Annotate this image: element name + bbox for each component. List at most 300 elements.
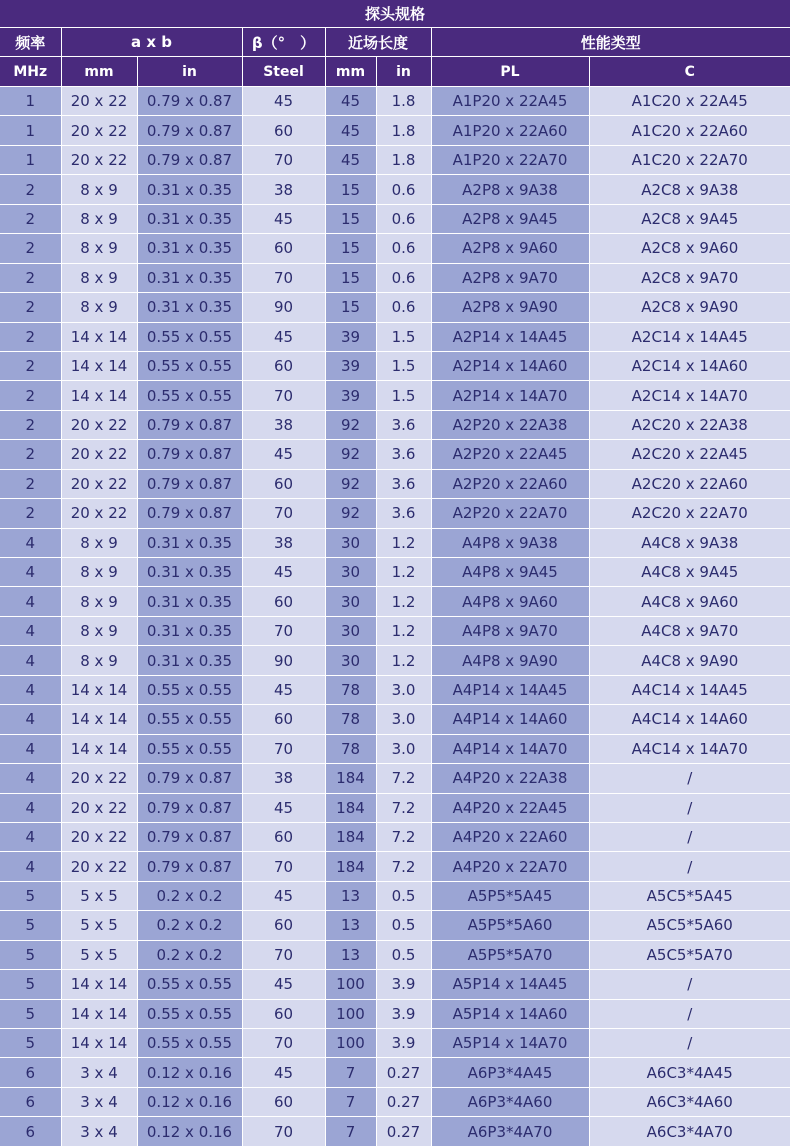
cell-type-pl: A1P20 x 22A45 (431, 87, 589, 116)
cell-near-in: 3.9 (376, 970, 431, 999)
cell-freq: 2 (0, 234, 61, 263)
cell-beta: 70 (242, 263, 325, 292)
table-row (0, 646, 790, 675)
table-row (0, 558, 790, 587)
cell-size-mm: 20 x 22 (61, 499, 137, 528)
cell-freq: 4 (0, 616, 61, 645)
cell-beta: 60 (242, 587, 325, 616)
unit-header-c: C (589, 57, 790, 87)
cell-freq: 6 (0, 1058, 61, 1087)
cell-size-in: 0.55 x 0.55 (137, 675, 242, 704)
cell-near-in: 7.2 (376, 852, 431, 881)
cell-type-pl: A2P20 x 22A45 (431, 440, 589, 469)
cell-near-in: 0.5 (376, 940, 431, 969)
cell-freq: 4 (0, 822, 61, 851)
cell-size-in: 0.55 x 0.55 (137, 970, 242, 999)
cell-type-pl: A2P8 x 9A90 (431, 293, 589, 322)
cell-freq: 6 (0, 1087, 61, 1116)
cell-type-c: A2C8 x 9A38 (589, 175, 790, 204)
cell-beta: 45 (242, 322, 325, 351)
cell-size-mm: 20 x 22 (61, 852, 137, 881)
cell-beta: 60 (242, 351, 325, 380)
cell-near-in: 1.2 (376, 616, 431, 645)
cell-type-c: / (589, 822, 790, 851)
cell-near-mm: 30 (325, 587, 376, 616)
cell-type-pl: A4P8 x 9A90 (431, 646, 589, 675)
cell-near-in: 3.6 (376, 469, 431, 498)
header-frequency: 频率 (0, 28, 61, 57)
cell-beta: 60 (242, 469, 325, 498)
cell-near-in: 0.6 (376, 234, 431, 263)
cell-size-in: 0.31 x 0.35 (137, 528, 242, 557)
cell-size-mm: 20 x 22 (61, 469, 137, 498)
table-row (0, 999, 790, 1028)
cell-near-mm: 15 (325, 204, 376, 233)
cell-near-mm: 100 (325, 970, 376, 999)
cell-freq: 2 (0, 322, 61, 351)
table-row (0, 764, 790, 793)
cell-near-in: 0.6 (376, 204, 431, 233)
cell-freq: 5 (0, 999, 61, 1028)
cell-freq: 6 (0, 1117, 61, 1146)
cell-near-mm: 7 (325, 1058, 376, 1087)
cell-beta: 38 (242, 410, 325, 439)
cell-type-pl: A4P20 x 22A70 (431, 852, 589, 881)
cell-near-mm: 184 (325, 852, 376, 881)
cell-size-in: 0.31 x 0.35 (137, 558, 242, 587)
cell-type-pl: A2P14 x 14A60 (431, 351, 589, 380)
cell-beta: 60 (242, 116, 325, 145)
cell-beta: 45 (242, 204, 325, 233)
cell-near-mm: 15 (325, 175, 376, 204)
cell-beta: 38 (242, 528, 325, 557)
cell-near-mm: 45 (325, 116, 376, 145)
cell-size-mm: 20 x 22 (61, 822, 137, 851)
cell-type-c: / (589, 970, 790, 999)
cell-near-in: 1.2 (376, 528, 431, 557)
cell-type-pl: A2P8 x 9A60 (431, 234, 589, 263)
table-row (0, 528, 790, 557)
cell-type-c: / (589, 852, 790, 881)
cell-type-pl: A4P8 x 9A45 (431, 558, 589, 587)
cell-freq: 2 (0, 410, 61, 439)
cell-beta: 60 (242, 705, 325, 734)
cell-type-c: A2C20 x 22A45 (589, 440, 790, 469)
cell-type-c: A2C20 x 22A38 (589, 410, 790, 439)
cell-freq: 1 (0, 87, 61, 116)
cell-type-c: A4C8 x 9A90 (589, 646, 790, 675)
cell-beta: 70 (242, 734, 325, 763)
cell-size-in: 0.79 x 0.87 (137, 145, 242, 174)
cell-near-in: 0.5 (376, 881, 431, 910)
cell-near-in: 1.5 (376, 322, 431, 351)
cell-near-mm: 184 (325, 793, 376, 822)
unit-header-near-mm: mm (325, 57, 376, 87)
cell-beta: 38 (242, 175, 325, 204)
cell-freq: 2 (0, 499, 61, 528)
cell-near-mm: 13 (325, 881, 376, 910)
cell-beta: 45 (242, 675, 325, 704)
cell-size-mm: 8 x 9 (61, 528, 137, 557)
cell-beta: 45 (242, 1058, 325, 1087)
cell-type-pl: A1P20 x 22A60 (431, 116, 589, 145)
cell-size-mm: 14 x 14 (61, 675, 137, 704)
table-row (0, 1029, 790, 1058)
table-row (0, 1117, 790, 1146)
cell-size-mm: 8 x 9 (61, 234, 137, 263)
cell-beta: 60 (242, 822, 325, 851)
cell-beta: 70 (242, 1117, 325, 1146)
cell-size-in: 0.2 x 0.2 (137, 881, 242, 910)
table-row (0, 234, 790, 263)
cell-size-in: 0.79 x 0.87 (137, 793, 242, 822)
cell-type-pl: A5P14 x 14A70 (431, 1029, 589, 1058)
cell-type-pl: A2P8 x 9A38 (431, 175, 589, 204)
cell-size-in: 0.31 x 0.35 (137, 263, 242, 292)
cell-type-pl: A1P20 x 22A70 (431, 145, 589, 174)
table-row (0, 852, 790, 881)
cell-beta: 45 (242, 440, 325, 469)
cell-freq: 2 (0, 381, 61, 410)
cell-freq: 2 (0, 204, 61, 233)
cell-size-mm: 8 x 9 (61, 587, 137, 616)
cell-near-in: 3.6 (376, 499, 431, 528)
unit-header-pl: PL (431, 57, 589, 87)
cell-size-mm: 14 x 14 (61, 381, 137, 410)
cell-beta: 70 (242, 1029, 325, 1058)
cell-size-mm: 5 x 5 (61, 940, 137, 969)
cell-size-mm: 20 x 22 (61, 793, 137, 822)
cell-near-in: 0.6 (376, 263, 431, 292)
cell-near-mm: 78 (325, 734, 376, 763)
cell-type-c: A2C20 x 22A60 (589, 469, 790, 498)
cell-size-in: 0.2 x 0.2 (137, 940, 242, 969)
cell-near-mm: 30 (325, 558, 376, 587)
cell-freq: 4 (0, 793, 61, 822)
cell-freq: 2 (0, 175, 61, 204)
table-row (0, 881, 790, 910)
cell-type-c: / (589, 764, 790, 793)
table-row (0, 587, 790, 616)
cell-beta: 70 (242, 940, 325, 969)
cell-type-c: A4C8 x 9A60 (589, 587, 790, 616)
table-row (0, 469, 790, 498)
cell-near-mm: 15 (325, 234, 376, 263)
cell-type-c: A4C8 x 9A38 (589, 528, 790, 557)
table-row (0, 940, 790, 969)
cell-size-in: 0.79 x 0.87 (137, 764, 242, 793)
cell-type-c: / (589, 1029, 790, 1058)
cell-beta: 45 (242, 970, 325, 999)
cell-size-in: 0.55 x 0.55 (137, 734, 242, 763)
cell-near-mm: 100 (325, 999, 376, 1028)
cell-size-in: 0.55 x 0.55 (137, 705, 242, 734)
unit-header-in: in (137, 57, 242, 87)
table-row (0, 705, 790, 734)
table-row (0, 145, 790, 174)
table-row (0, 175, 790, 204)
cell-type-c: A5C5*5A70 (589, 940, 790, 969)
cell-size-in: 0.31 x 0.35 (137, 616, 242, 645)
header-performance-type: 性能类型 (431, 28, 790, 57)
cell-size-in: 0.31 x 0.35 (137, 234, 242, 263)
cell-freq: 2 (0, 351, 61, 380)
cell-beta: 90 (242, 646, 325, 675)
cell-size-in: 0.31 x 0.35 (137, 646, 242, 675)
cell-near-mm: 39 (325, 351, 376, 380)
cell-beta: 60 (242, 1087, 325, 1116)
cell-near-in: 1.5 (376, 351, 431, 380)
cell-size-in: 0.31 x 0.35 (137, 293, 242, 322)
table-row (0, 440, 790, 469)
cell-size-mm: 8 x 9 (61, 293, 137, 322)
cell-size-mm: 14 x 14 (61, 705, 137, 734)
cell-type-c: A4C14 x 14A60 (589, 705, 790, 734)
cell-near-in: 3.0 (376, 734, 431, 763)
cell-type-c: A2C20 x 22A70 (589, 499, 790, 528)
cell-type-pl: A6P3*4A60 (431, 1087, 589, 1116)
cell-size-mm: 8 x 9 (61, 204, 137, 233)
cell-freq: 4 (0, 675, 61, 704)
cell-type-pl: A2P20 x 22A60 (431, 469, 589, 498)
cell-near-in: 3.6 (376, 410, 431, 439)
cell-near-in: 3.0 (376, 675, 431, 704)
table-row (0, 675, 790, 704)
cell-near-in: 0.27 (376, 1058, 431, 1087)
table-row (0, 381, 790, 410)
cell-type-pl: A4P14 x 14A60 (431, 705, 589, 734)
cell-type-pl: A6P3*4A45 (431, 1058, 589, 1087)
cell-type-pl: A4P20 x 22A45 (431, 793, 589, 822)
cell-near-in: 0.6 (376, 293, 431, 322)
cell-type-pl: A4P8 x 9A60 (431, 587, 589, 616)
cell-near-in: 1.2 (376, 558, 431, 587)
cell-size-mm: 14 x 14 (61, 734, 137, 763)
cell-type-pl: A4P20 x 22A38 (431, 764, 589, 793)
cell-freq: 5 (0, 1029, 61, 1058)
cell-beta: 60 (242, 911, 325, 940)
cell-size-in: 0.31 x 0.35 (137, 587, 242, 616)
cell-size-mm: 20 x 22 (61, 87, 137, 116)
cell-size-in: 0.55 x 0.55 (137, 1029, 242, 1058)
cell-near-in: 1.5 (376, 381, 431, 410)
cell-freq: 4 (0, 528, 61, 557)
cell-size-in: 0.12 x 0.16 (137, 1117, 242, 1146)
cell-near-mm: 92 (325, 499, 376, 528)
cell-near-mm: 7 (325, 1117, 376, 1146)
cell-type-c: A2C8 x 9A70 (589, 263, 790, 292)
cell-near-mm: 92 (325, 410, 376, 439)
cell-near-in: 3.6 (376, 440, 431, 469)
cell-freq: 4 (0, 705, 61, 734)
cell-near-mm: 39 (325, 381, 376, 410)
cell-type-c: / (589, 999, 790, 1028)
cell-type-pl: A2P8 x 9A70 (431, 263, 589, 292)
cell-freq: 5 (0, 881, 61, 910)
cell-near-in: 0.5 (376, 911, 431, 940)
cell-near-in: 1.8 (376, 87, 431, 116)
table-row (0, 970, 790, 999)
cell-beta: 38 (242, 764, 325, 793)
cell-size-mm: 14 x 14 (61, 351, 137, 380)
cell-near-in: 1.8 (376, 145, 431, 174)
cell-size-mm: 3 x 4 (61, 1087, 137, 1116)
table-row (0, 351, 790, 380)
cell-near-in: 3.9 (376, 1029, 431, 1058)
cell-beta: 45 (242, 881, 325, 910)
cell-type-pl: A5P14 x 14A60 (431, 999, 589, 1028)
cell-size-mm: 8 x 9 (61, 646, 137, 675)
table-title: 探头规格 (0, 0, 790, 28)
cell-type-c: A6C3*4A45 (589, 1058, 790, 1087)
cell-size-in: 0.55 x 0.55 (137, 351, 242, 380)
cell-size-in: 0.55 x 0.55 (137, 322, 242, 351)
table-row (0, 410, 790, 439)
cell-size-mm: 14 x 14 (61, 1029, 137, 1058)
cell-type-pl: A4P14 x 14A70 (431, 734, 589, 763)
cell-size-mm: 8 x 9 (61, 263, 137, 292)
cell-type-pl: A4P8 x 9A38 (431, 528, 589, 557)
cell-near-mm: 7 (325, 1087, 376, 1116)
cell-beta: 60 (242, 234, 325, 263)
cell-size-mm: 20 x 22 (61, 145, 137, 174)
cell-size-in: 0.79 x 0.87 (137, 410, 242, 439)
cell-type-c: A2C8 x 9A90 (589, 293, 790, 322)
cell-near-in: 1.8 (376, 116, 431, 145)
cell-size-in: 0.55 x 0.55 (137, 381, 242, 410)
header-near-field-length: 近场长度 (325, 28, 431, 57)
cell-type-c: A2C14 x 14A45 (589, 322, 790, 351)
cell-size-mm: 5 x 5 (61, 911, 137, 940)
cell-type-c: A4C14 x 14A70 (589, 734, 790, 763)
cell-size-in: 0.12 x 0.16 (137, 1058, 242, 1087)
cell-size-in: 0.79 x 0.87 (137, 440, 242, 469)
cell-freq: 2 (0, 293, 61, 322)
header-beta-angle: β（° ） (242, 28, 325, 57)
cell-near-in: 3.0 (376, 705, 431, 734)
table-row (0, 204, 790, 233)
cell-type-pl: A4P14 x 14A45 (431, 675, 589, 704)
cell-type-pl: A4P8 x 9A70 (431, 616, 589, 645)
cell-freq: 5 (0, 970, 61, 999)
cell-size-in: 0.79 x 0.87 (137, 499, 242, 528)
unit-header-near-in: in (376, 57, 431, 87)
cell-beta: 70 (242, 145, 325, 174)
cell-size-mm: 3 x 4 (61, 1058, 137, 1087)
cell-size-mm: 8 x 9 (61, 616, 137, 645)
cell-size-in: 0.31 x 0.35 (137, 204, 242, 233)
cell-beta: 70 (242, 852, 325, 881)
table-row (0, 822, 790, 851)
cell-near-mm: 30 (325, 528, 376, 557)
table-row (0, 1087, 790, 1116)
cell-near-mm: 184 (325, 764, 376, 793)
cell-type-c: A4C8 x 9A70 (589, 616, 790, 645)
cell-type-pl: A2P14 x 14A45 (431, 322, 589, 351)
cell-size-in: 0.2 x 0.2 (137, 911, 242, 940)
cell-near-in: 7.2 (376, 793, 431, 822)
cell-freq: 4 (0, 558, 61, 587)
unit-header-mhz: MHz (0, 57, 61, 87)
cell-beta: 45 (242, 87, 325, 116)
cell-type-c: A4C8 x 9A45 (589, 558, 790, 587)
cell-beta: 60 (242, 999, 325, 1028)
cell-type-pl: A2P20 x 22A70 (431, 499, 589, 528)
cell-beta: 45 (242, 558, 325, 587)
cell-type-pl: A5P5*5A45 (431, 881, 589, 910)
cell-near-mm: 92 (325, 469, 376, 498)
cell-size-mm: 5 x 5 (61, 881, 137, 910)
cell-size-in: 0.79 x 0.87 (137, 87, 242, 116)
cell-near-in: 1.2 (376, 587, 431, 616)
header-size-ab: a x b (61, 28, 242, 57)
cell-size-mm: 14 x 14 (61, 322, 137, 351)
table-body (0, 87, 790, 1147)
cell-freq: 2 (0, 469, 61, 498)
cell-near-mm: 78 (325, 675, 376, 704)
cell-near-in: 7.2 (376, 764, 431, 793)
cell-size-mm: 20 x 22 (61, 440, 137, 469)
table-row (0, 263, 790, 292)
cell-near-mm: 45 (325, 87, 376, 116)
table-row (0, 1058, 790, 1087)
cell-freq: 5 (0, 911, 61, 940)
cell-near-mm: 13 (325, 940, 376, 969)
cell-type-c: A4C14 x 14A45 (589, 675, 790, 704)
cell-size-in: 0.31 x 0.35 (137, 175, 242, 204)
cell-freq: 2 (0, 263, 61, 292)
cell-type-c: A2C14 x 14A60 (589, 351, 790, 380)
table-row (0, 322, 790, 351)
unit-header-steel: Steel (242, 57, 325, 87)
cell-near-in: 0.27 (376, 1087, 431, 1116)
cell-size-mm: 14 x 14 (61, 999, 137, 1028)
cell-type-pl: A6P3*4A70 (431, 1117, 589, 1146)
table-row (0, 87, 790, 116)
cell-size-in: 0.55 x 0.55 (137, 999, 242, 1028)
cell-beta: 90 (242, 293, 325, 322)
cell-type-pl: A2P20 x 22A38 (431, 410, 589, 439)
table-row (0, 793, 790, 822)
cell-size-in: 0.79 x 0.87 (137, 116, 242, 145)
cell-type-c: A6C3*4A60 (589, 1087, 790, 1116)
cell-size-in: 0.79 x 0.87 (137, 469, 242, 498)
cell-near-in: 0.27 (376, 1117, 431, 1146)
cell-size-mm: 14 x 14 (61, 970, 137, 999)
cell-near-mm: 78 (325, 705, 376, 734)
cell-near-mm: 100 (325, 1029, 376, 1058)
cell-near-in: 0.6 (376, 175, 431, 204)
cell-freq: 4 (0, 852, 61, 881)
cell-type-c: A6C3*4A70 (589, 1117, 790, 1146)
cell-near-mm: 30 (325, 646, 376, 675)
cell-size-mm: 20 x 22 (61, 410, 137, 439)
cell-beta: 70 (242, 499, 325, 528)
cell-type-pl: A5P14 x 14A45 (431, 970, 589, 999)
cell-size-mm: 8 x 9 (61, 558, 137, 587)
unit-header-mm: mm (61, 57, 137, 87)
cell-type-c: A2C8 x 9A60 (589, 234, 790, 263)
cell-type-c: A5C5*5A45 (589, 881, 790, 910)
cell-near-mm: 92 (325, 440, 376, 469)
cell-type-c: A2C8 x 9A45 (589, 204, 790, 233)
cell-type-c: / (589, 793, 790, 822)
cell-type-pl: A4P20 x 22A60 (431, 822, 589, 851)
cell-size-in: 0.79 x 0.87 (137, 852, 242, 881)
cell-size-in: 0.12 x 0.16 (137, 1087, 242, 1116)
cell-near-in: 7.2 (376, 822, 431, 851)
cell-type-c: A1C20 x 22A70 (589, 145, 790, 174)
